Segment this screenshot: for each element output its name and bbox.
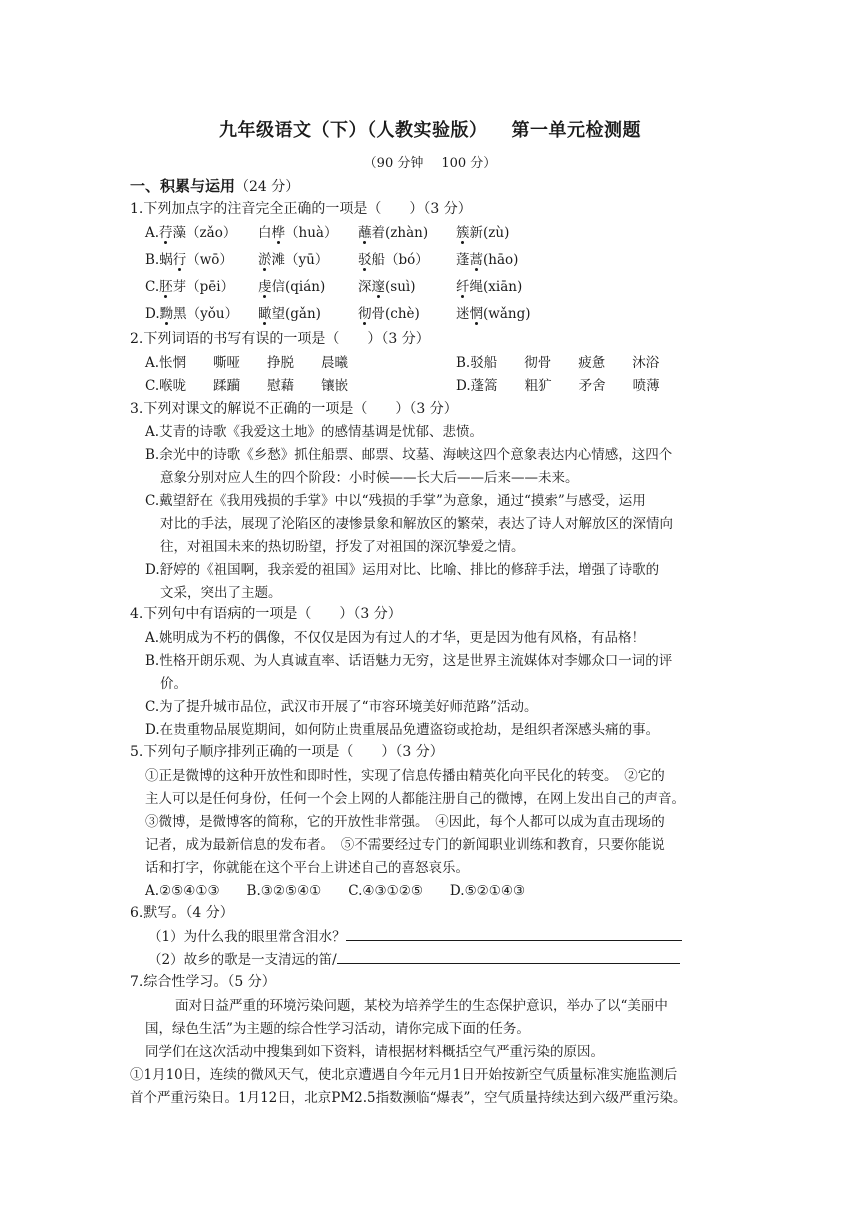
q4-option-b-line1: B.性格开朗乐观、为人真诚直率、话语魅力无穷，这是世界主流媒体对李娜众口一词的评 (145, 653, 673, 669)
exam-meta (0, 152, 860, 171)
question-2-stem: 2.下列词语的书写有误的一项是（ ）（3 分） (130, 331, 430, 347)
q7-intro-line2: 国，绿色生活”为主题的综合性学习活动，请你完成下面的任务。 (145, 1021, 530, 1037)
q2-option-d: D.蓬篙 粗犷 矛舍 喷薄 (456, 378, 660, 394)
q4-option-b-line2: 价。 (160, 676, 187, 692)
q6-prompt-2 (148, 948, 680, 968)
q6-prompt-2-text: （2）故乡的歌是一支清远的笛/ (148, 952, 337, 968)
q1-c-2: 虔信(qián) (258, 275, 325, 295)
title-unit: 第一单元检测题 (511, 120, 641, 141)
q7-material-line1: ①1月10日，连续的微风天气，使北京遭遇自今年元月1日开始按新空气质量标准实施监测后 (130, 1067, 678, 1083)
question-6-stem: 6.默写。（4 分） (130, 905, 234, 921)
q1-d-3: 彻骨(chè) (358, 302, 420, 322)
exam-time: （90 分钟 (363, 156, 424, 171)
q1-b-2: 淤滩（yū） (258, 248, 328, 268)
q5-sentence-line3: ③微博，是微博客的简称，它的开放性非常强。 ④因此，每个人都可以成为直击现场的 (145, 814, 665, 830)
q5-sentence-line2: 主人可以是任何身份，任何一个会上网的人都能注册自己的微博，在网上发出自己的声音。 (145, 791, 685, 807)
title-main: 九年级语文（下）（人教实验版） (219, 120, 488, 141)
q1-a-2: 白桦（huà） (258, 221, 337, 241)
q2-option-a: A.怅惘 嘶哑 挣脱 晨曦 (145, 355, 349, 371)
page-title (0, 116, 860, 142)
q5-sentence-line4: 记者，成为最新信息的发布者。 ⑤不需要经过专门的新闻职业训练和教育，只要你能说 (145, 837, 665, 853)
q4-option-d: D.在贵重物品展览期间，如何防止贵重展品免遭盗窃或抢劫，是组织者深感头痛的事。 (145, 722, 660, 738)
q2-option-b: B.驳船 彻骨 疲惫 沐浴 (456, 355, 660, 371)
question-7-stem: 7.综合性学习。（5 分） (130, 974, 276, 990)
q3-option-b-line2: 意象分别对应人生的四个阶段：小时候——长大后——后来——未来。 (160, 470, 579, 486)
q6-prompt-1 (148, 925, 682, 945)
section-label: 一、积累与运用 (130, 177, 236, 195)
q1-d-4: 迷惘(wǎng) (456, 302, 530, 322)
q7-intro-line1: 面对日益严重的环境污染问题，某校为培养学生的生态保护意识，举办了以“美丽中 (175, 998, 668, 1014)
section-points: （24 分） (235, 179, 300, 195)
q3-option-c-line3: 往，对祖国未来的热切盼望，抒发了对祖国的深沉挚爱之情。 (160, 539, 525, 555)
q6-prompt-1-text: （1）为什么我的眼里常含泪水？ (148, 929, 346, 945)
q3-option-d-line1: D.舒婷的《祖国啊，我亲爱的祖国》运用对比、比喻、排比的修辞手法，增强了诗歌的 (145, 562, 660, 578)
q3-option-c-line1: C.戴望舒在《我用残损的手掌》中以“残损的手掌”为意象，通过“摸索”与感受，运用 (145, 493, 646, 509)
q3-option-d-line2: 文采，突出了主题。 (160, 585, 282, 601)
q1-a-1: A.荇藻（zǎo） (145, 221, 236, 241)
q5-sentence-line5: 话和打字，你就能在这个平台上讲述自己的喜怒哀乐。 (145, 860, 469, 876)
q4-option-c: C.为了提升城市品位，武汉市开展了“市容环境美好师范路”活动。 (145, 699, 538, 715)
q1-b-1: B.蜗行（wō） (145, 248, 233, 268)
question-1-stem: 1.下列加点字的注音完全正确的一项是（ ）（3 分） (130, 201, 472, 217)
q5-sentence-line1: ①正是微博的这种开放性和即时性，实现了信息传播由精英化向平民化的转变。 ②它的 (145, 768, 665, 784)
q6-answer-blank-1[interactable] (346, 926, 682, 941)
q5-options: A.②⑤④①③ B.③②⑤④① C.④③①②⑤ D.⑤②①④③ (145, 883, 526, 899)
q1-b-4: 蓬蒿(hāo) (456, 248, 518, 268)
q6-answer-blank-2[interactable] (337, 949, 680, 964)
q3-option-a: A.艾青的诗歌《我爱这土地》的感情基调是忧郁、悲愤。 (145, 424, 484, 440)
q7-task: 同学们在这次活动中搜集到如下资料，请根据材料概括空气严重污染的原因。 (145, 1044, 604, 1060)
question-3-stem: 3.下列对课文的解说不正确的一项是（ ）（3 分） (130, 401, 458, 417)
q2-option-c: C.喉咙 蹂躏 慰藉 镶嵌 (145, 378, 349, 394)
q3-option-c-line2: 对比的手法，展现了沦陷区的凄惨景象和解放区的繁荣，表达了诗人对解放区的深情向 (160, 516, 673, 532)
q7-material-line2: 首个严重污染日。1月12日，北京PM2.5指数濒临“爆表”，空气质量持续达到六级严重污染。 (130, 1090, 687, 1106)
q1-c-1: C.胚芽（pēi） (145, 275, 234, 295)
section-heading (130, 175, 299, 196)
q1-c-3: 深邃(suì) (358, 275, 415, 295)
question-4-stem: 4.下列句中有语病的一项是（ ）（3 分） (130, 606, 402, 622)
q1-b-3: 驳船（bó） (358, 248, 429, 268)
q1-c-4: 纤绳(xiān) (456, 275, 522, 295)
q1-a-3: 蘸着(zhàn) (358, 221, 428, 241)
exam-score: 100 分） (441, 156, 497, 171)
q4-option-a: A.姚明成为不朽的偶像，不仅仅是因为有过人的才华，更是因为他有风格，有品格！ (145, 630, 646, 646)
q1-d-1: D.黝黑（yǒu） (145, 302, 238, 322)
q3-option-b-line1: B.余光中的诗歌《乡愁》抓住船票、邮票、坟墓、海峡这四个意象表达内心情感，这四个 (145, 447, 673, 463)
q1-a-4: 簇新(zù) (456, 221, 509, 241)
q1-d-2: 瞰望(gǎn) (258, 302, 321, 322)
question-5-stem: 5.下列句子顺序排列正确的一项是（ ）（3 分） (130, 744, 444, 760)
